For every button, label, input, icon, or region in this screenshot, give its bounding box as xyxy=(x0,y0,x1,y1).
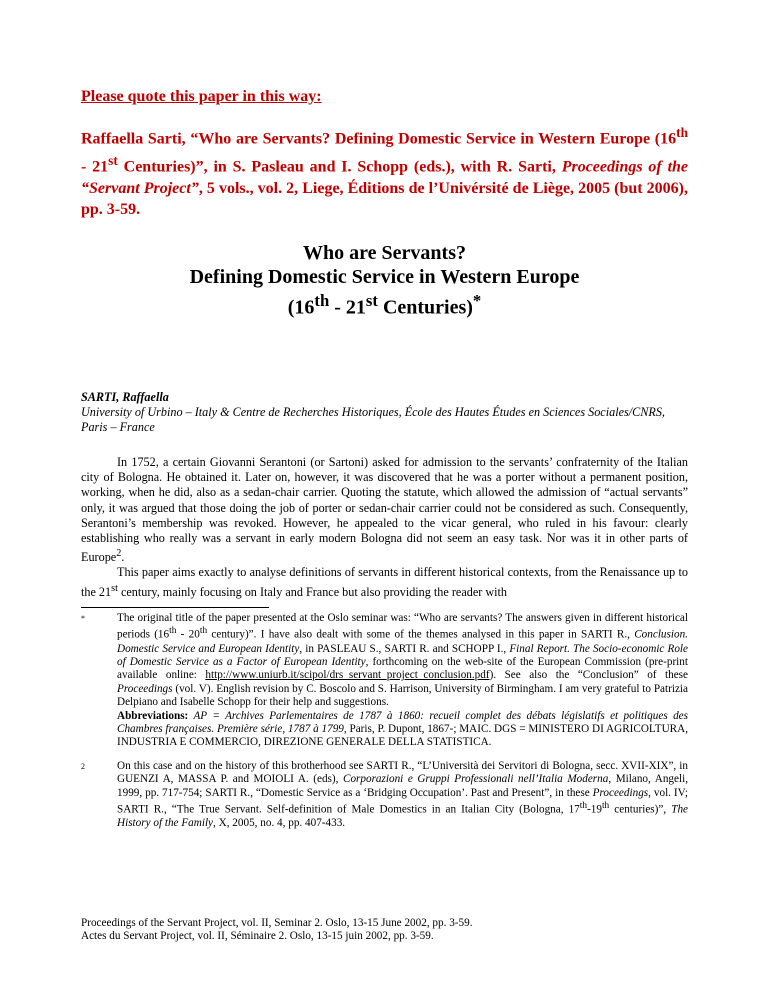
title-line-1: Who are Servants? xyxy=(303,242,466,264)
footnote-star xyxy=(81,612,688,750)
author-name: SARTI, Raffaella xyxy=(81,390,169,404)
title-line-2: Defining Domestic Service in Western Europe xyxy=(189,266,580,288)
body-text xyxy=(81,455,688,600)
footnote-star-ref: * xyxy=(472,291,482,310)
page-footer xyxy=(81,917,473,944)
footnote-2 xyxy=(81,760,688,831)
paper-title xyxy=(81,241,688,320)
author-affiliation: University of Urbino – Italy & Centre de Recherches Historiques, École des Hautes Études en Sciences Sociales/CNRS, Paris – France xyxy=(81,405,665,434)
footnote-text: On this case and on the history of this brotherhood see SARTI R., “L’Università dei Servitori di Bologna, secc. XVII-XIX”, in GUENZI A, MASSA P. and MOIOLI A. (eds), Corporazioni e Gruppi Professionali nell’Italia Moderna, Milano, Angeli, 1999, pp. 717-754; SARTI R., “Domestic Service as a ‘Bridging Occupation’. Past and Present”, in these Proceedings, vol. IV; SARTI R., “The True Servant. Self-definition of Male Domestics in an Italian City (Bologna, 17th-19th centuries)”, The History of the Family, X, 2005, no. 4, pp. 407-433. xyxy=(117,760,688,830)
paragraph-1: In 1752, a certain Giovanni Serantoni (or Sartoni) asked for admission to the servants’ confraternity of the Italian city of Bologna. He obtained it. Later on, however, it was discovered that he was a porter without a permanent position, working, when he did, also as a sedan-chair carrier. Quoting the statute, which allowed the admission of “actual servants” only, it was argued that those doing the job of porter or sedan-chair carrier could not be considered as such. Consequently, Serantoni’s membership was revoked. However, he appealed to the vicar general, who ruled in his favour: clearly establishing who really was a servant in early modern Bologna did not seem an easy task. Nor was it in other parts of Europe$^2$. xyxy=(81,455,688,565)
abbreviations-label: Abbreviations: xyxy=(117,709,189,722)
footnote-text: The original title of the paper presented at the Oslo seminar was: “Who are servants? The answers given in different historical periods (16th - 20th century)”. I have also dealt with some of the themes analysed in this paper in SARTI R., Conclusion. Domestic Service and European Identity, in PASLEAU S., SARTI R. and SCHOPP I., Final Report. The Socio-economic Role of Domestic Service as a Factor of European Identity, forthcoming on the web-site of the European Commission (pre-print available online: http://www.uniurb.it/scipol/drs_servant_project_conclusion.pdf). See also the “Conclusion” of these Proceedings (vol. V). English revision by C. Boscolo and S. Harrison, University of Birmingham. I am very grateful to Patrizia Delpiano and Isabelle Schopp for their help and suggestions. Abbreviations: AP = Archives Parlementaires de 1787 à 1860: recueil complet des débats législatifs et politiques des Chambres françaises. Première série, 1787 à 1799, Paris, P. Dupont, 1867-; MAIC. DGS = MINISTERO DI AGRICOLTURA, INDUSTRIA E COMMERCIO, DIREZIONE GENERALE DELLA STATISTICA. xyxy=(117,612,689,749)
footnote-2-ref: 2 xyxy=(116,548,122,560)
title-line-3: (16th - 21st Centuries)* xyxy=(287,291,482,319)
footer-line-en: Proceedings of the Servant Project, vol. II, Seminar 2. Oslo, 13-15 June 2002, pp. 3-59. xyxy=(81,917,473,929)
footnote-mark: 2 xyxy=(81,762,85,771)
footnote-divider xyxy=(81,607,269,608)
footnote-mark: * xyxy=(81,614,85,623)
quote-notice: Please quote this paper in this way: xyxy=(81,88,322,105)
paragraph-2: This paper aims exactly to analyse definitions of servants in different historical contexts, from the Renaissance up to the 21st century, mainly focusing on Italy and France but also providing the reader with xyxy=(81,565,688,599)
pdf-link[interactable]: http://www.uniurb.it/scipol/drs_servant_project_conclusion.pdf xyxy=(205,669,490,682)
citation: Raffaella Sarti, “Who are Servants? Defining Domestic Service in Western Europe (16th - 21st Centuries)”, in S. Pasleau and I. Schopp (eds.), with R. Sarti, Proceedings of the “Servant Project”, 5 vols., vol. 2, Liege, Éditions de l’Univérsité de Liège, 2005 (but 2006), pp. 3-59. xyxy=(81,125,689,219)
footer-line-fr: Actes du Servant Project, vol. II, Séminaire 2. Oslo, 13-15 juin 2002, pp. 3-59. xyxy=(81,930,434,943)
